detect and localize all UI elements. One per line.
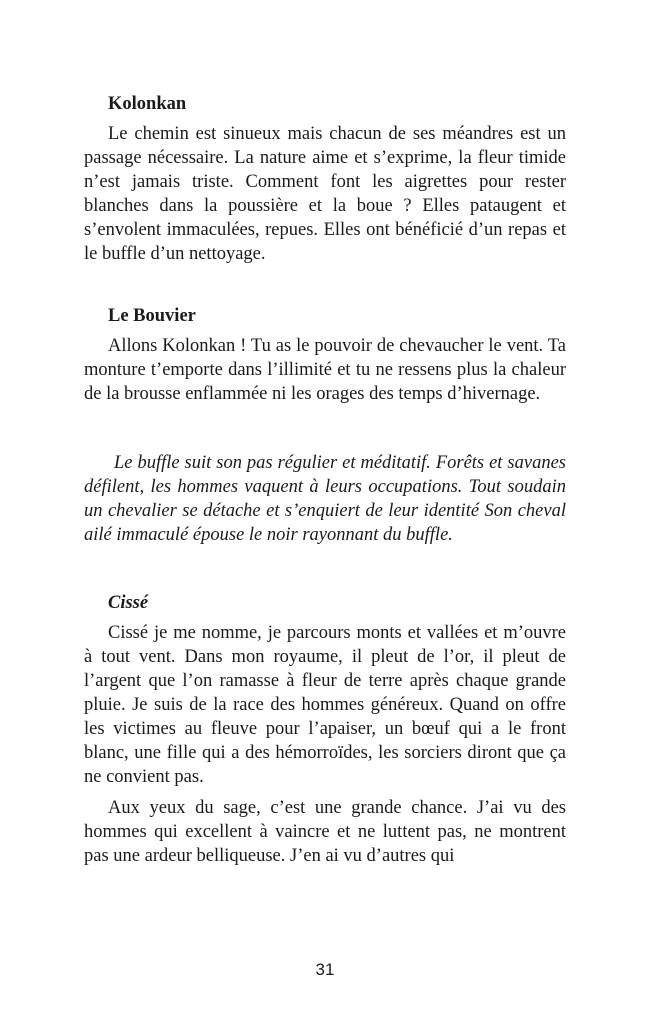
section-le-bouvier (84, 304, 566, 406)
section-spacer (84, 406, 566, 451)
speaker-name: Le Bouvier (108, 306, 196, 326)
paragraph: Aux yeux du sage, c’est une grande chance. J’ai vu des hommes qui excellent à vaincre et ne luttent pas, ne montrent pas une ardeur belliqueuse. J’en ai vu d’autres qui (84, 798, 566, 866)
page-body (84, 92, 566, 868)
section-narration (84, 451, 566, 547)
section-spacer (84, 266, 566, 304)
narration-paragraph: Le buffle suit son pas régulier et méditatif. Forêts et savanes défilent, les hommes vaquent à leurs occupations. Tout soudain un chevalier se détache et s’enquiert de leur identité Son cheval ailé immaculé épouse le noir rayonnant du buffle. (84, 453, 566, 545)
section-cisse (84, 591, 566, 868)
speaker-name: Cissé (108, 593, 149, 613)
paragraph: Le chemin est sinueux mais chacun de ses méandres est un passage nécessaire. La nature aime et s’exprime, la fleur timide n’est jamais triste. Comment font les aigrettes pour rester blanches dans la poussière et la boue ? Elles pataugent et s’envolent immaculées, repues. Elles ont bénéficié d’un repas et le buffle d’un nettoyage. (84, 124, 566, 264)
section-spacer (84, 547, 566, 591)
page-number: 31 (315, 960, 335, 979)
paragraph: Allons Kolonkan ! Tu as le pouvoir de chevaucher le vent. Ta monture t’emporte dans l’illimité et tu ne ressens plus la chaleur de la brousse enflammée ni les orages des temps d’hivernage. (84, 336, 566, 404)
section-kolonkan (84, 92, 566, 266)
speaker-name: Kolonkan (108, 94, 187, 114)
paragraph: Cissé je me nomme, je parcours monts et vallées et m’ouvre à tout vent. Dans mon royaume, il pleut de l’or, il pleut de l’argent que l’on ramasse à fleur de terre après chaque grande pluie. Je suis de la race des hommes généreux. Quand on offre les victimes au fleuve pour l’apaiser, un bœuf qui a le front blanc, une fille qui a des hémorroïdes, les sorciers diront que ça ne convient pas. (84, 623, 566, 787)
